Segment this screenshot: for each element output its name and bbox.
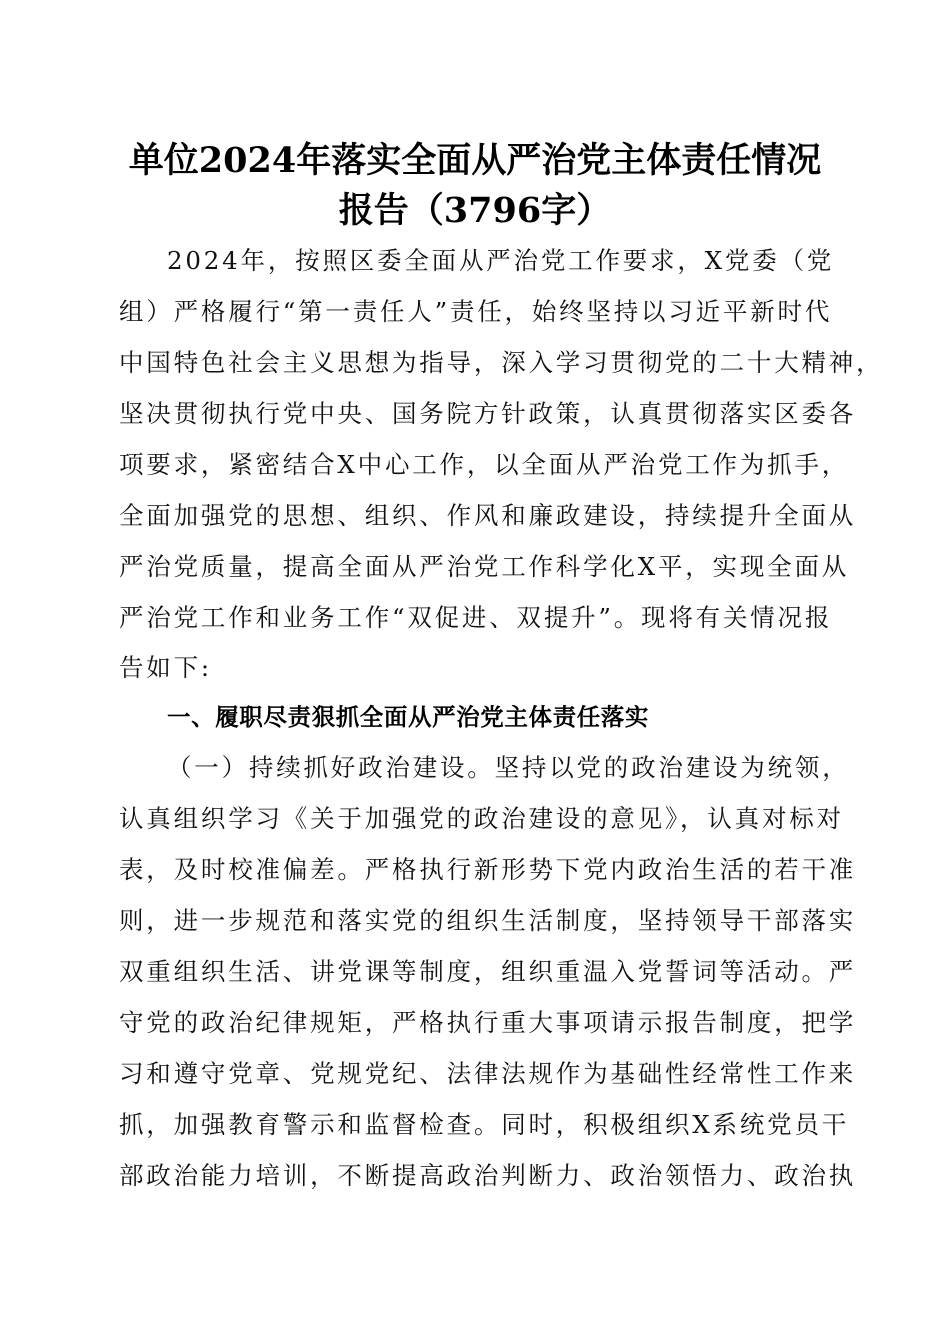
section-1-line: 抓，加强教育警示和监督检查。同时，积极组织X系统党员干 [119,1110,850,1139]
intro-line: 项要求，紧密结合X中心工作，以全面从严治党工作为抓手， [119,450,850,479]
intro-line: 坚决贯彻执行党中央、国务院方针政策，认真贯彻落实区委各 [119,399,857,428]
intro-line: 告如下: [119,653,212,682]
intro-line: 中国特色社会主义思想为指导，深入学习贯彻党的二十大精神， [119,348,884,377]
section-1-line: （一）持续抓好政治建设。坚持以党的政治建设为统领， [167,753,850,782]
intro-line: 2024年，按照区委全面从严治党工作要求，X党委（党 [167,246,835,275]
section-1-line: 则，进一步规范和落实党的组织生活制度，坚持领导干部落实 [119,906,857,935]
intro-line: 严治党质量，提高全面从严治党工作科学化X平，实现全面从 [119,552,850,581]
section-1-line: 部政治能力培训，不断提高政治判断力、政治领悟力、政治执 [119,1161,857,1190]
intro-line: 全面加强党的思想、组织、作风和廉政建设，持续提升全面从 [119,501,857,530]
section-1-line: 习和遵守党章、党规党纪、法律法规作为基础性经常性工作来 [119,1059,857,1088]
section-1-line: 双重组织生活、讲党课等制度，组织重温入党誓词等活动。严 [119,957,857,986]
section-1-line: 表，及时校准偏差。严格执行新形势下党内政治生活的若干准 [119,855,857,884]
document-title-line-1: 单位2024年落实全面从严治党主体责任情况 [128,140,822,181]
section-1-line: 守党的政治纪律规矩，严格执行重大事项请示报告制度，把学 [119,1008,857,1037]
intro-line: 组）严格履行“第一责任人”责任，始终坚持以习近平新时代 [119,297,833,326]
intro-line: 严治党工作和业务工作“双促进、双提升”。现将有关情况报 [119,603,833,632]
document-title-line-2: 报告（3796字） [338,190,612,231]
section-1-heading: 一、履职尽责狠抓全面从严治党主体责任落实 [167,703,649,731]
section-1-line: 认真组织学习《关于加强党的政治建设的意见》，认真对标对 [119,804,844,833]
